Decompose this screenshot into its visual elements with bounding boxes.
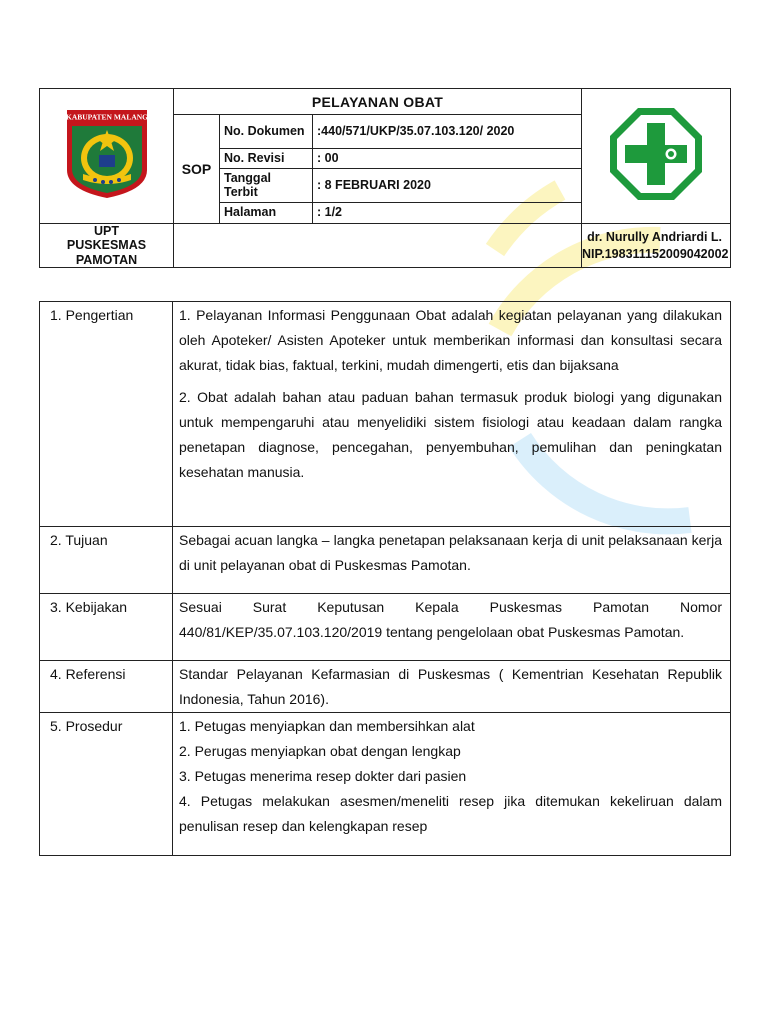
sop-content-table bbox=[39, 301, 731, 856]
section-body bbox=[173, 594, 731, 661]
section-row-tujuan bbox=[40, 527, 731, 594]
document-title: PELAYANAN OBAT bbox=[174, 89, 582, 115]
regency-coat-of-arms-icon bbox=[61, 108, 153, 200]
page-label: Halaman bbox=[220, 203, 313, 224]
section-body bbox=[173, 302, 731, 527]
doc-number-value: :440/571/UKP/35.07.103.120/ 2020 bbox=[313, 115, 582, 149]
section-body bbox=[173, 713, 731, 856]
svg-text:KABUPATEN MALANG: KABUPATEN MALANG bbox=[65, 112, 148, 121]
section-row-kebijakan bbox=[40, 594, 731, 661]
section-paragraph: Standar Pelayanan Kefarmasian di Puskesmas ( Kementrian Kesehatan Republik Indonesia, Tahun 2016). bbox=[179, 666, 722, 707]
unit-line-3: PAMOTAN bbox=[75, 252, 138, 267]
regency-logo-cell bbox=[40, 89, 174, 224]
section-paragraph: Sebagai acuan langka – langka penetapan pelaksanaan kerja di unit pelaksanaan kerja di unit pelayanan obat di Puskesmas Pamotan. bbox=[179, 532, 722, 573]
section-label: 5. Prosedur bbox=[40, 713, 173, 856]
unit-line-2: PUSKESMAS bbox=[66, 238, 147, 253]
page-value: : 1/2 bbox=[313, 203, 582, 224]
section-paragraph: 2. Perugas menyiapkan obat dengan lengkap bbox=[179, 743, 461, 759]
empty-signature-area bbox=[174, 224, 582, 268]
section-paragraph: 2. Obat adalah bahan atau paduan bahan termasuk produk biologi yang digunakan untuk mempengaruhi atau menyelidiki sistem fisiologi atau keadaan dalam rangka penetapan diagnose, pencegahan, penyembuhan, pemulihan dan peningkatan kesehatan manusia. bbox=[179, 389, 722, 480]
section-label: 2. Tujuan bbox=[40, 527, 173, 594]
section-paragraph: Sesuai Surat Keputusan Kepala Puskesmas Pamotan Nomor 440/81/KEP/35.07.103.120/2019 tentang pengelolaan obat Puskesmas Pamotan. bbox=[179, 599, 722, 640]
puskesmas-logo-cell bbox=[582, 89, 731, 224]
unit-name bbox=[40, 224, 174, 268]
section-label: 1. Pengertian bbox=[40, 302, 173, 527]
sop-header-table bbox=[39, 88, 731, 268]
section-body bbox=[173, 661, 731, 713]
issue-date-label: Tanggal Terbit bbox=[220, 169, 313, 203]
section-paragraph: 3. Petugas menerima resep dokter dari pasien bbox=[179, 768, 467, 784]
signatory-block bbox=[582, 224, 731, 268]
section-row-prosedur bbox=[40, 713, 731, 856]
section-paragraph: 1. Pelayanan Informasi Penggunaan Obat adalah kegiatan pelayanan yang dilakukan oleh Apoteker/ Asisten Apoteker untuk memberikan informasi dan konsultasi secara akurat, tidak bias, faktual, terkini, mudah dimengerti, etis dan bijaksana bbox=[179, 307, 722, 373]
sop-label: SOP bbox=[174, 115, 220, 224]
signatory-nip: NIP.198311152009042002 bbox=[582, 246, 729, 261]
section-paragraph: 1. Petugas menyiapkan dan membersihkan alat bbox=[179, 718, 475, 734]
section-label: 4. Referensi bbox=[40, 661, 173, 713]
section-row-referensi bbox=[40, 661, 731, 713]
issue-date-value: : 8 FEBRUARI 2020 bbox=[313, 169, 582, 203]
unit-line-1: UPT bbox=[94, 224, 119, 238]
section-label: 3. Kebijakan bbox=[40, 594, 173, 661]
doc-number-label: No. Dokumen bbox=[220, 115, 313, 149]
section-paragraph: 4. Petugas melakukan asesmen/meneliti resep jika ditemukan kekeliruan dalam penulisan resep dan kelengkapan resep bbox=[179, 793, 722, 834]
puskesmas-cross-icon bbox=[608, 106, 704, 202]
revision-value: : 00 bbox=[313, 149, 582, 169]
section-body bbox=[173, 527, 731, 594]
section-row-pengertian bbox=[40, 302, 731, 527]
signatory-name: dr. Nurully Andriardi L. bbox=[587, 230, 723, 245]
revision-label: No. Revisi bbox=[220, 149, 313, 169]
